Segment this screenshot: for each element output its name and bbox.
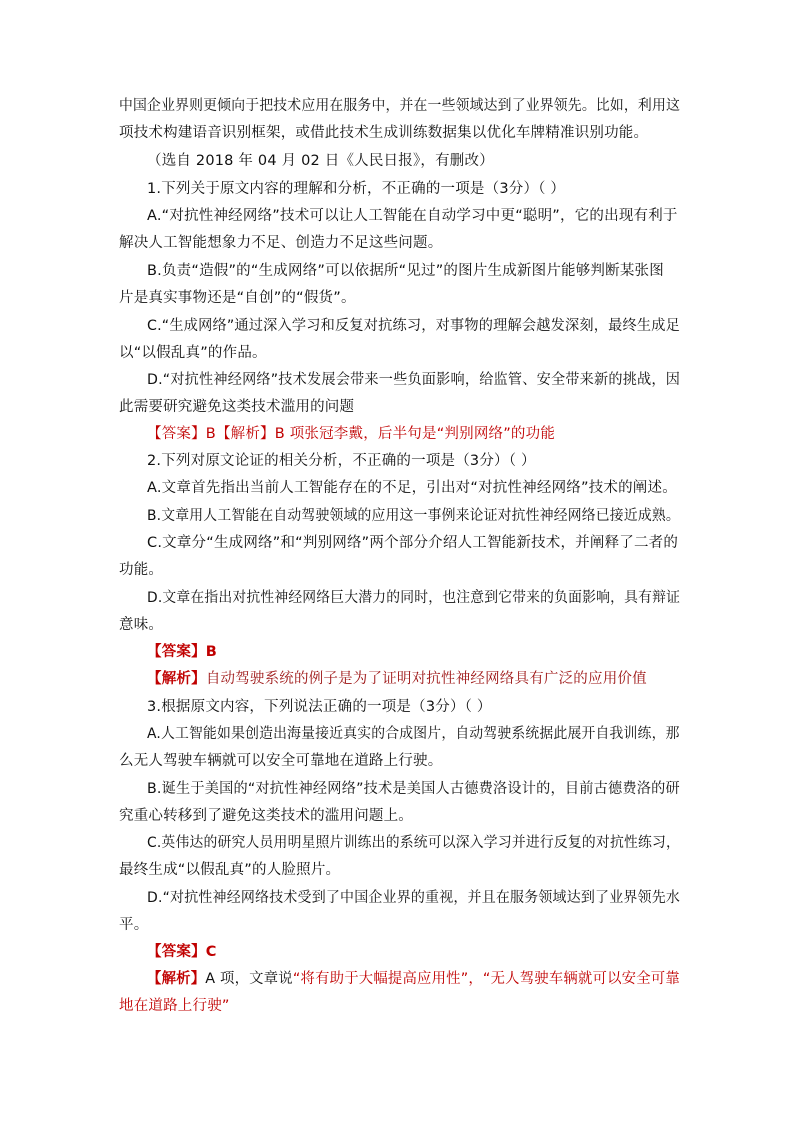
question-3-analysis	[147, 969, 680, 989]
question-1-option-b: B.负责“造假”的“生成网络”可以依据所“见过”的图片生成新图片能够判断某张图	[147, 263, 664, 279]
question-3-analysis-cont: 地在道路上行驶”	[119, 998, 230, 1014]
question-2-option-d-cont: 意味。	[119, 617, 164, 633]
passage-source: （选自 2018 年 04 月 02 日《人民日报》，有删改）	[147, 153, 494, 169]
question-2-option-c-cont: 功能。	[119, 562, 164, 578]
passage-line: 项技术构建语音识别框架，或借此技术生成训练数据集以优化车牌精准识别功能。	[119, 125, 649, 141]
analysis-text: 自动驾驶系统的例子是为了证明对抗性神经网络具有广泛的应用价值	[205, 671, 647, 687]
question-1-option-c: C.“生成网络”通过深入学习和反复对抗练习，对事物的理解会越发深刻，最终生成足	[147, 318, 681, 334]
question-1-option-d: D.“对抗性神经网络”技术发展会带来一些负面影响，给监管、安全带来新的挑战，因	[147, 372, 681, 388]
question-2-option-c: C.文章分“生成网络”和“判别网络”两个部分介绍人工智能新技术，并阐释了二者的	[147, 535, 679, 551]
question-3-answer: 【答案】C	[147, 944, 217, 960]
analysis-quote: “无人驾驶车辆就可以安全可靠	[482, 971, 680, 987]
question-1-option-a: A.“对抗性神经网络”技术可以让人工智能在自动学习中更“聪明”，它的出现有利于	[147, 208, 678, 224]
question-3-option-c-cont: 最终生成“以假乱真”的人脸照片。	[119, 862, 341, 878]
question-2-answer: 【答案】B	[147, 644, 218, 660]
question-1-option-a-cont: 解决人工智能想象力不足、创造力不足这些问题。	[119, 235, 443, 251]
question-1-answer: 【答案】B【解析】B 项张冠李戴，后半句是“判别网络”的功能	[147, 426, 556, 442]
analysis-label: 【解析】	[147, 671, 206, 687]
question-2-stem: 2.下列对原文论证的相关分析，不正确的一项是（3分）（ ）	[147, 453, 536, 469]
analysis-quote: “将有助于大幅提高应用性”，	[292, 971, 483, 987]
question-1-option-c-cont: 以“以假乱真”的作品。	[119, 345, 267, 361]
question-3-option-d-cont: 平。	[119, 917, 149, 933]
question-1-option-d-cont: 此需要研究避免这类技术滥用的问题	[119, 399, 355, 415]
question-2-option-b: B.文章用人工智能在自动驾驶领域的应用这一事例来论证对抗性神经网络已接近成熟。	[147, 508, 680, 524]
question-3-option-b-cont: 究重心转移到了避免这类技术的滥用问题上。	[119, 808, 413, 824]
analysis-label: 【解析】	[147, 971, 206, 987]
question-3-option-a: A.人工智能如果创造出海量接近真实的合成图片，自动驾驶系统据此展开自我训练，那	[147, 726, 680, 742]
question-2-option-d: D.文章在指出对抗性神经网络巨大潜力的同时，也注意到它带来的负面影响，具有辩证	[147, 590, 681, 606]
question-3-option-a-cont: 么无人驾驶车辆就可以安全可靠地在道路上行驶。	[119, 753, 443, 769]
question-2-analysis	[147, 669, 647, 689]
question-3-option-b: B.诞生于美国的“对抗性神经网络”技术是美国人古德费洛设计的，目前古德费洛的研	[147, 781, 680, 797]
question-3-option-d: D.“对抗性神经网络技术受到了中国企业界的重视，并且在服务领域达到了业界领先水	[147, 890, 681, 906]
analysis-lead: A 项，文章说	[205, 971, 293, 987]
passage-line: 中国企业界则更倾向于把技术应用在服务中，并在一些领域达到了业界领先。比如，利用这	[119, 98, 681, 114]
question-1-option-b-cont: 片是真实事物还是“自创”的“假货”。	[119, 290, 356, 306]
question-1-stem: 1.下列关于原文内容的理解和分析，不正确的一项是（3分）（ ）	[147, 181, 566, 197]
question-3-option-c: C.英伟达的研究人员用明星照片训练出的系统可以深入学习并进行反复的对抗性练习，	[147, 835, 681, 851]
question-2-option-a: A.文章首先指出当前人工智能存在的不足，引出对“对抗性神经网络”技术的阐述。	[147, 480, 677, 496]
question-3-stem: 3.根据原文内容，下列说法正确的一项是（3分）（ ）	[147, 699, 492, 715]
